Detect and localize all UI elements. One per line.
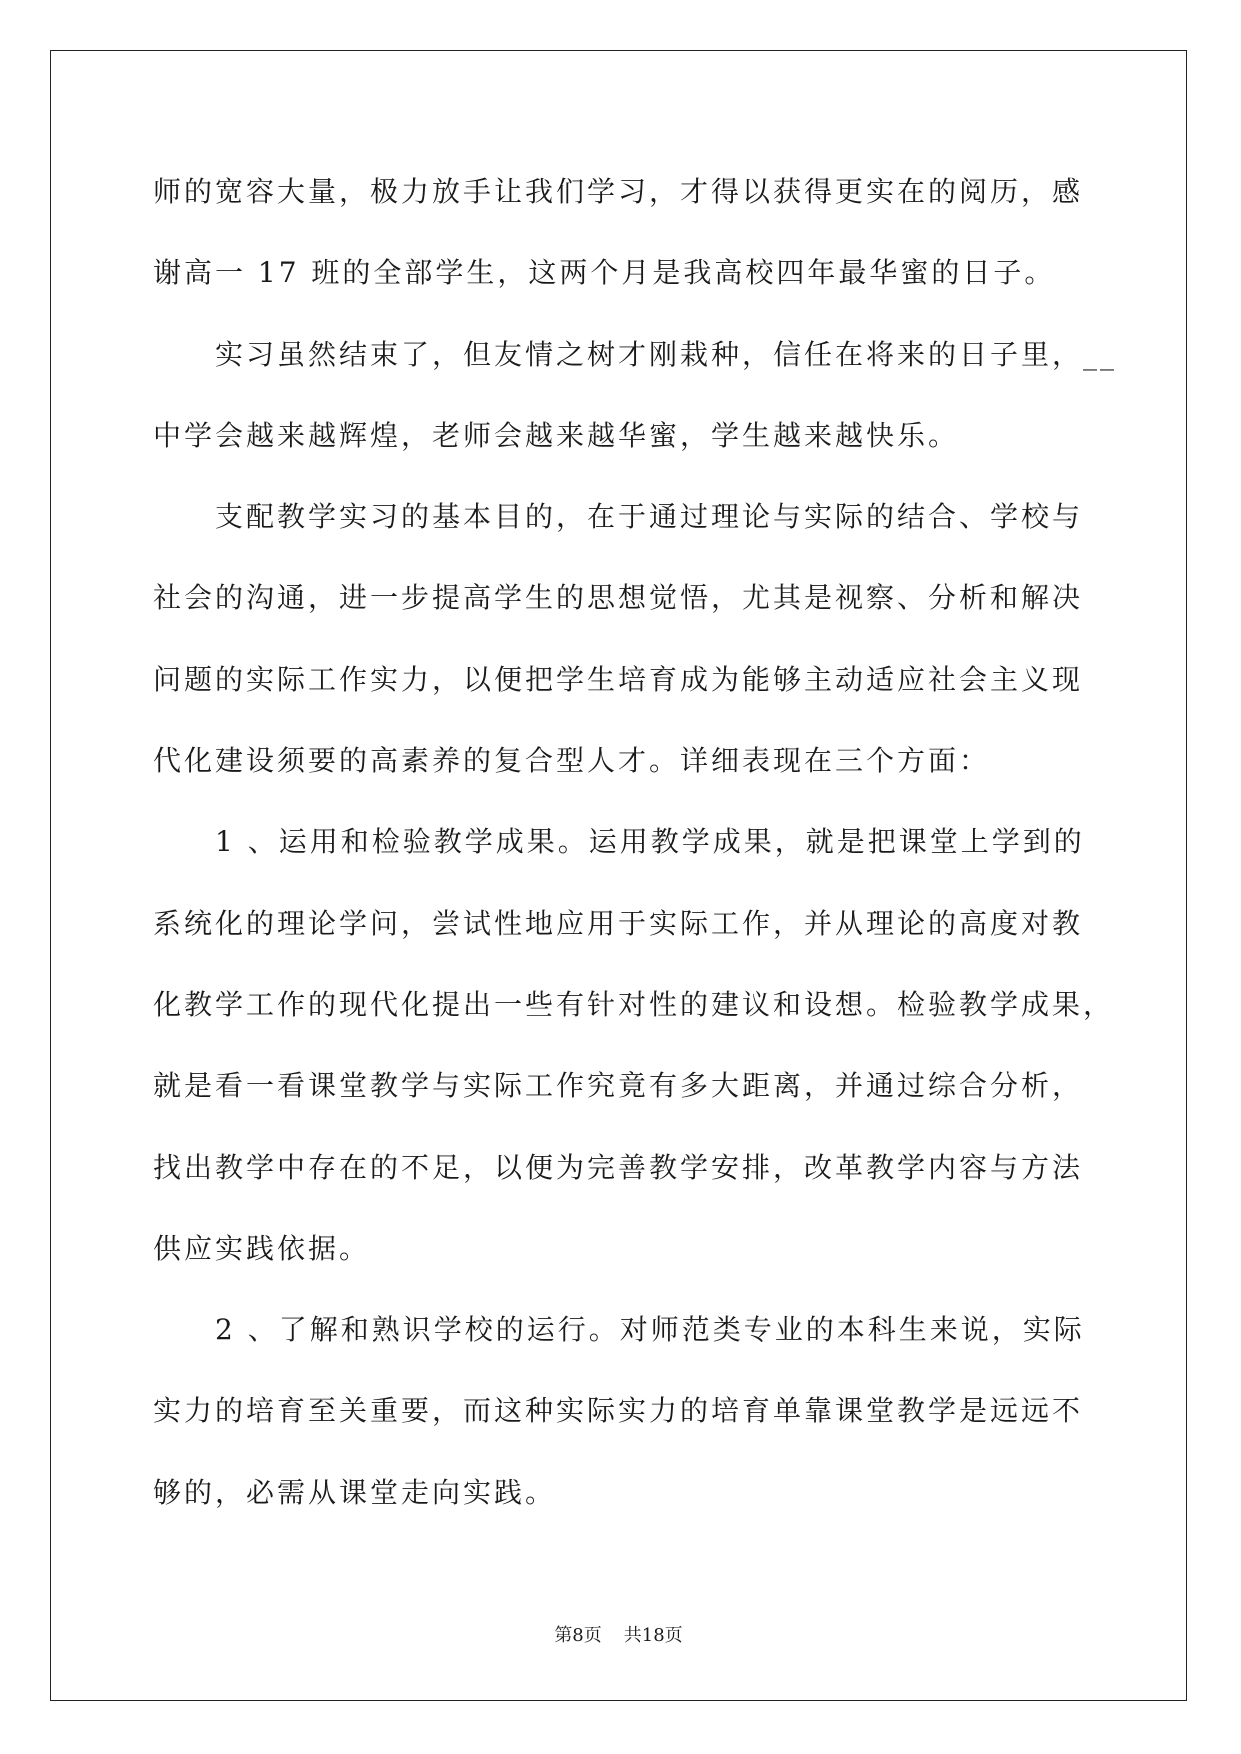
paragraph-1-line-1: 师的宽容大量，极力放手让我们学习，才得以获得更实在的阅历，感 — [153, 175, 1084, 208]
paragraph-5-line-1: 2 、了解和熟识学校的运行。对师范类专业的本科生来说，实际 — [215, 1313, 1085, 1347]
paragraph-2-line-2: 中学会越来越辉煌，老师会越来越华蜜，学生越来越快乐。 — [153, 418, 960, 452]
paragraph-4-line-1: 1 、运用和检验教学成果。运用教学成果，就是把课堂上学到的 — [215, 825, 1085, 859]
paragraph-4-line-2: 系统化的理论学问，尝试性地应用于实际工作，并从理论的高度对教 — [153, 906, 1084, 940]
paragraph-5-line-2: 实力的培育至关重要，而这种实际实力的培育单靠课堂教学是远远不 — [153, 1394, 1084, 1428]
paragraph-3-line-2: 社会的沟通，进一步提高学生的思想觉悟，尤其是视察、分析和解决 — [153, 581, 1084, 615]
paragraph-4-line-3: 化教学工作的现代化提出一些有针对性的建议和设想。检验教学成果， — [153, 987, 1115, 1021]
paragraph-5-line-3: 够的，必需从课堂走向实践。 — [153, 1475, 557, 1509]
paragraph-4-line-6: 供应实践依据。 — [153, 1231, 371, 1265]
paragraph-2-line-1: 实习虽然结束了，但友情之树才刚栽种，信任在将来的日子里，__ — [215, 337, 1118, 371]
paragraph-1-line-2: 谢高一 17 班的全部学生，这两个月是我高校四年最华蜜的日子。 — [153, 256, 1056, 290]
page-total-label: 共18页 — [623, 1625, 683, 1646]
page-footer — [0, 1622, 1237, 1650]
paragraph-3-line-3: 问题的实际工作实力，以便把学生培育成为能够主动适应社会主义现 — [153, 662, 1084, 696]
paragraph-3-line-4: 代化建设须要的高素养的复合型人才。详细表现在三个方面： — [153, 744, 991, 778]
page-number-label: 第8页 — [554, 1625, 602, 1646]
paragraph-4-line-5: 找出教学中存在的不足，以便为完善教学安排，改革教学内容与方法 — [153, 1150, 1084, 1184]
document-body — [153, 151, 1173, 1533]
paragraph-3-line-1: 支配教学实习的基本目的，在于通过理论与实际的结合、学校与 — [215, 500, 1084, 534]
paragraph-4-line-4: 就是看一看课堂教学与实际工作究竟有多大距离，并通过综合分析， — [153, 1069, 1084, 1103]
